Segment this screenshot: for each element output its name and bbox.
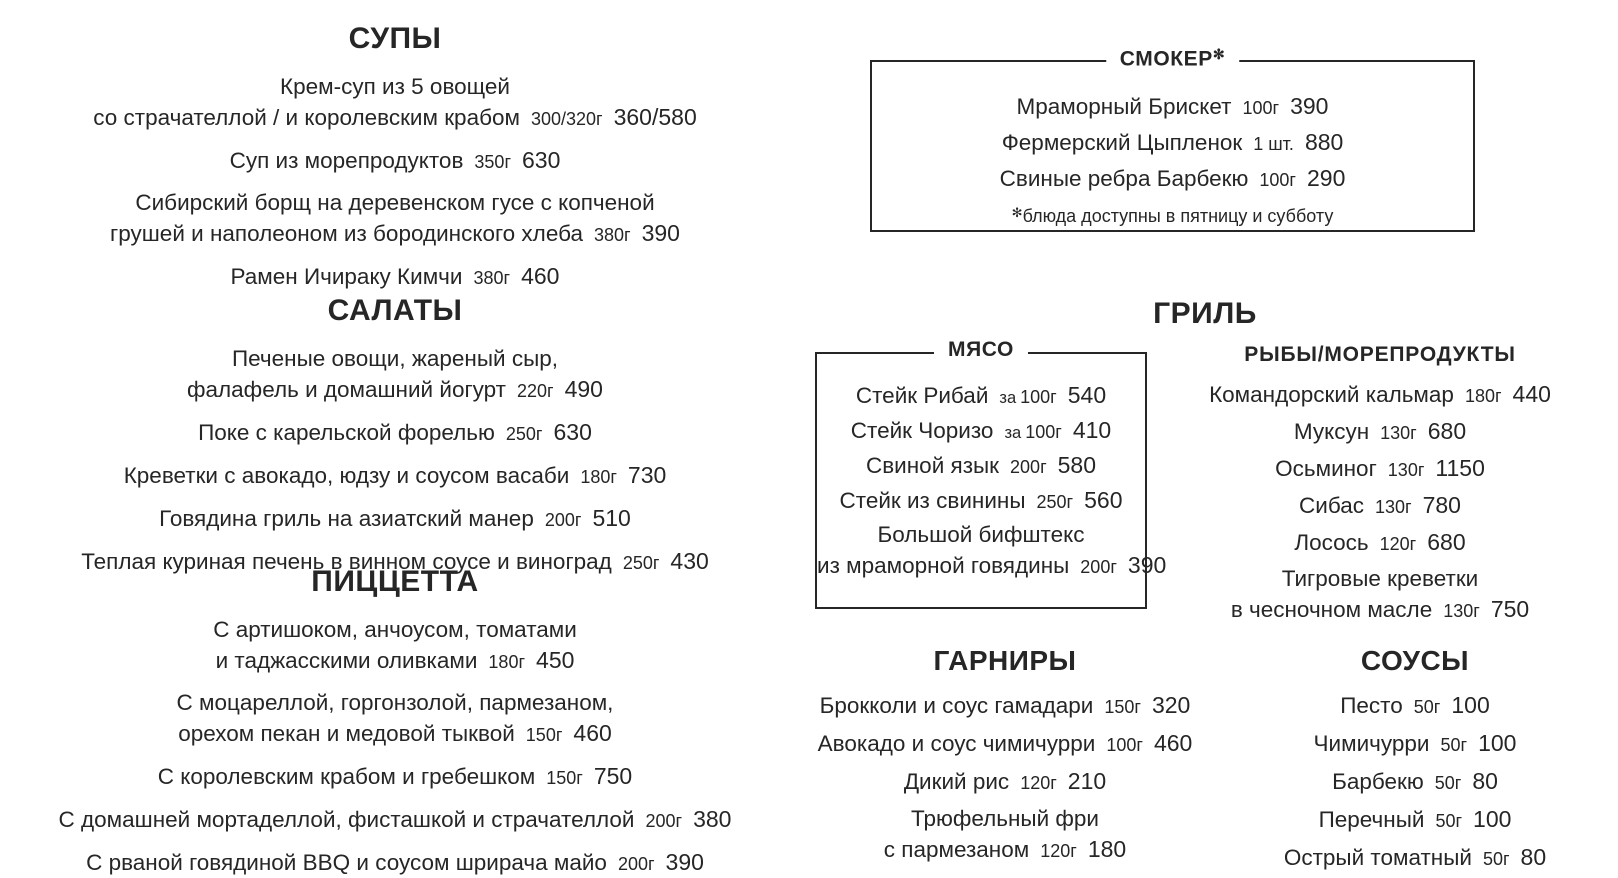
menu-item-price: 580 xyxy=(1057,451,1097,478)
menu-item-price: 730 xyxy=(627,461,667,488)
menu-item-name: С рваной говядиной BBQ и соусом шрирача майо xyxy=(86,849,607,875)
menu-item xyxy=(1215,766,1615,797)
menu-item xyxy=(1155,564,1605,625)
smoker-item-list xyxy=(872,91,1473,194)
menu-item-price-group xyxy=(583,221,680,246)
menu-item-per-label: за xyxy=(1004,423,1022,442)
menu-item xyxy=(0,72,790,133)
menu-item xyxy=(1215,842,1615,873)
menu-item xyxy=(795,728,1215,759)
menu-item-weight: 200г xyxy=(617,853,655,874)
menu-item-price: 180 xyxy=(1087,835,1127,862)
menu-item xyxy=(1155,453,1605,484)
menu-item xyxy=(817,380,1145,411)
menu-item-price: 390 xyxy=(1127,551,1167,578)
sauces-item-list xyxy=(1215,690,1615,873)
menu-item-price: 290 xyxy=(1306,164,1346,191)
menu-item-weight: 1 шт. xyxy=(1253,133,1294,154)
menu-item-price: 100 xyxy=(1478,729,1517,756)
menu-item-weight: 250г xyxy=(622,552,660,573)
menu-item xyxy=(0,145,790,176)
menu-item-name-line2: с пармезаном 120г 180 xyxy=(883,835,1127,862)
menu-item-weight: 50г xyxy=(1413,697,1441,717)
menu-item-name-line2: и таджасскими оливками 180г 450 xyxy=(215,646,575,673)
menu-item-weight: 130г xyxy=(1443,600,1480,621)
menu-item-price: 460 xyxy=(1153,729,1193,756)
menu-item-price: 680 xyxy=(1427,417,1467,444)
menu-item-weight: 200г xyxy=(544,509,582,530)
section-title-soups: СУПЫ xyxy=(348,22,442,55)
menu-item-weight: 120г xyxy=(1040,840,1077,861)
fish-item-list xyxy=(1155,379,1605,624)
menu-item-name-line1: С артишоком, анчоусом, томатами xyxy=(213,617,577,642)
menu-item-name-line2: фалафель и домашний йогурт 220г 490 xyxy=(187,375,603,402)
menu-item-weight: 250г xyxy=(505,423,543,444)
smoker-title-text: СМОКЕР xyxy=(1119,47,1213,71)
menu-item-name-line2: в чесночном масле 130г 750 xyxy=(1230,595,1530,622)
subsection-title-fish: РЫБЫ/МОРЕПРОДУКТЫ xyxy=(1244,343,1516,366)
menu-item-name-line2: грушей и наполеоном из бородинского хлеба 380г 390 xyxy=(110,219,680,246)
menu-item-weight: 180г xyxy=(1464,386,1502,406)
section-title-grill: ГРИЛЬ xyxy=(1153,297,1257,330)
menu-item-name: Чимичурри xyxy=(1313,730,1430,756)
menu-item-price: 80 xyxy=(1520,843,1547,870)
menu-item-price: 630 xyxy=(553,418,592,445)
menu-item-name: Мраморный Брискет xyxy=(1016,94,1232,119)
menu-item-price: 100 xyxy=(1473,805,1512,832)
menu-item-weight: 180г xyxy=(580,466,617,487)
smoker-note-text: блюда доступны в пятницу и субботу xyxy=(1022,205,1334,226)
menu-item-weight: 100г xyxy=(1020,387,1057,407)
menu-item xyxy=(872,127,1473,158)
menu-item-name-line2: со страчателлой / и королевским крабом 300/320г 360/580 xyxy=(93,103,697,130)
sides-item-list xyxy=(795,690,1215,865)
menu-item xyxy=(0,804,790,835)
menu-item-name: Барбекю xyxy=(1332,768,1424,794)
menu-item xyxy=(0,688,790,749)
menu-item-price: 630 xyxy=(522,146,561,173)
meat-item-list xyxy=(817,380,1167,581)
salads-item-list xyxy=(0,344,790,577)
menu-item-price: 100 xyxy=(1451,692,1490,718)
menu-item xyxy=(1215,690,1615,721)
menu-item-name: Муксун xyxy=(1293,418,1370,444)
menu-item-name: Свиные ребра Барбекю xyxy=(999,165,1249,191)
menu-item-weight: 100г xyxy=(1025,421,1062,442)
menu-item-price-group xyxy=(1432,597,1529,622)
menu-item xyxy=(817,485,1145,516)
menu-item-price: 560 xyxy=(1084,486,1123,513)
menu-item xyxy=(1155,490,1605,521)
menu-item xyxy=(795,766,1215,797)
menu-item-name: Говядина гриль на азиатский манер xyxy=(159,505,534,531)
menu-item xyxy=(0,460,790,491)
menu-item-name: Стейк Рибай xyxy=(855,383,989,408)
menu-item-weight: 150г xyxy=(525,724,563,745)
menu-item-name-line2: орехом пекан и медовой тыквой 150г 460 xyxy=(178,719,612,746)
menu-item-name: Рамен Ичираку Кимчи xyxy=(230,263,463,289)
menu-item-name: Командорский кальмар xyxy=(1209,382,1454,407)
menu-item-weight: 50г xyxy=(1435,810,1463,831)
menu-item-name: С королевским крабом и гребешком xyxy=(157,763,536,789)
menu-item-name: Сибас xyxy=(1299,492,1364,518)
section-title-pizzetta: ПИЦЦЕТТА xyxy=(311,565,479,598)
menu-item-weight: 130г xyxy=(1374,496,1412,517)
section-title-sauces: СОУСЫ xyxy=(1360,645,1470,676)
menu-item-price-group xyxy=(515,721,612,746)
menu-item xyxy=(0,503,790,534)
menu-item-price: 490 xyxy=(564,375,603,402)
menu-item xyxy=(0,188,790,249)
menu-item-weight: 300/320г xyxy=(530,108,603,129)
menu-item-name-line1: Печеные овощи, жареный сыр, xyxy=(231,346,559,371)
menu-item-per-label: за xyxy=(999,389,1017,407)
subsection-title-meat: МЯСО xyxy=(934,339,1028,360)
menu-item-weight: 200г xyxy=(1080,556,1117,577)
menu-item-price: 80 xyxy=(1472,767,1498,794)
menu-item-name: Лосось xyxy=(1294,529,1369,555)
menu-item-name: Перечный xyxy=(1318,806,1425,832)
menu-item-weight: 100г xyxy=(1242,98,1280,118)
menu-item-price: 460 xyxy=(521,262,560,289)
menu-item-price: 390 xyxy=(641,219,680,246)
menu-item-name: Стейк из свинины xyxy=(839,487,1026,513)
menu-item-price: 410 xyxy=(1072,416,1112,443)
pizzetta-item-list xyxy=(0,615,790,877)
menu-item xyxy=(0,761,790,792)
section-title-sides: ГАРНИРЫ xyxy=(933,645,1077,676)
menu-item-price: 750 xyxy=(593,762,633,789)
menu-item-price: 510 xyxy=(592,504,631,531)
menu-item-weight: 200г xyxy=(645,810,683,831)
snowflake-icon: ✻ xyxy=(1212,46,1226,62)
menu-item-weight: 130г xyxy=(1380,422,1417,443)
menu-item-price: 430 xyxy=(670,547,709,574)
section-pizzetta xyxy=(0,565,790,877)
menu-item-price: 320 xyxy=(1151,692,1191,718)
menu-item-name: Теплая куриная печень в винном соусе и виноград xyxy=(81,548,612,574)
section-title-salads: САЛАТЫ xyxy=(327,294,463,327)
menu-item-price-group xyxy=(1029,837,1126,862)
menu-item-price: 390 xyxy=(1290,93,1329,119)
menu-item-name: Стейк Чоризо xyxy=(850,417,994,443)
menu-item xyxy=(1155,527,1605,558)
section-smoker xyxy=(870,46,1475,232)
right-column xyxy=(790,0,1618,878)
menu-item xyxy=(0,261,790,292)
menu-item-price: 680 xyxy=(1427,528,1466,555)
menu-item xyxy=(1215,804,1615,835)
menu-item-price: 780 xyxy=(1422,491,1461,518)
menu-item-weight: 100г xyxy=(1106,734,1143,755)
section-soups xyxy=(0,22,790,292)
menu-item-price-group xyxy=(520,105,697,130)
menu-item-weight: 220г xyxy=(516,380,554,401)
menu-item-price: 880 xyxy=(1304,128,1344,155)
menu-item xyxy=(1215,728,1615,759)
menu-item-price: 460 xyxy=(573,719,612,746)
menu-item-weight: 250г xyxy=(1036,491,1074,512)
menu-item-name: Поке с карельской форелью xyxy=(198,419,495,445)
menu-item-weight: 50г xyxy=(1482,848,1510,869)
snowflake-icon-note: ✻ xyxy=(1011,204,1023,220)
menu-item-weight: 120г xyxy=(1020,772,1057,793)
menu-item-price-group xyxy=(477,648,574,673)
menu-item-price: 440 xyxy=(1512,381,1551,407)
menu-item-weight: 150г xyxy=(1104,697,1141,717)
menu-item xyxy=(0,417,790,448)
menu-item-name: Фермерский Цыпленок xyxy=(1001,129,1243,155)
menu-item-price: 540 xyxy=(1067,382,1107,408)
section-sauces xyxy=(1215,645,1615,873)
menu-item-price: 450 xyxy=(536,646,575,673)
section-sides xyxy=(795,645,1215,865)
menu-item xyxy=(0,344,790,405)
subsection-meat xyxy=(815,338,1167,609)
menu-item xyxy=(795,804,1215,865)
menu-item-name: Суп из морепродуктов xyxy=(229,147,464,173)
menu-item-weight: 180г xyxy=(488,651,526,672)
smoker-availability-note xyxy=(872,205,1473,227)
menu-item-price: 750 xyxy=(1490,595,1530,622)
menu-item-weight: 380г xyxy=(593,224,631,245)
menu-item-price: 210 xyxy=(1067,767,1107,794)
menu-item-name-line1: Тигровые креветки xyxy=(1281,565,1479,591)
menu-item xyxy=(817,415,1145,446)
section-title-smoker xyxy=(1106,47,1240,69)
menu-item-name: Креветки с авокадо, юдзу и соусом васаби xyxy=(123,462,570,488)
menu-item-price: 1150 xyxy=(1435,454,1485,481)
menu-item-name: Песто xyxy=(1340,693,1403,718)
menu-item-price-group xyxy=(506,377,603,402)
menu-item-weight: 350г xyxy=(474,151,512,172)
menu-item-price: 390 xyxy=(665,848,704,875)
menu-item-name-line1: Большой бифштекс xyxy=(877,521,1085,547)
menu-item-weight: 150г xyxy=(546,767,583,788)
menu-item-name: Острый томатный xyxy=(1283,844,1472,870)
menu-item-name-line2: из мраморной говядины 200г 390 xyxy=(817,551,1167,578)
menu-item-name: Авокадо и соус чимичурри xyxy=(817,730,1096,756)
menu-item-price: 360/580 xyxy=(613,103,697,130)
menu-item-weight: 130г xyxy=(1387,459,1425,480)
menu-item xyxy=(817,450,1145,481)
menu-item xyxy=(872,91,1473,122)
menu-item xyxy=(795,690,1215,721)
menu-item xyxy=(1155,416,1605,447)
section-salads xyxy=(0,294,790,577)
menu-item-name: Осьминог xyxy=(1275,455,1377,481)
menu-item xyxy=(872,163,1473,194)
menu-item-name: Свиной язык xyxy=(865,452,1000,478)
menu-item xyxy=(0,615,790,676)
menu-item-weight: 100г xyxy=(1259,169,1296,190)
menu-item-weight: 200г xyxy=(1010,456,1047,477)
menu-item-weight: 380г xyxy=(473,267,511,288)
menu-item xyxy=(0,847,790,878)
menu-item-name-line1: Трюфельный фри xyxy=(910,805,1099,831)
menu-item-weight: 50г xyxy=(1440,734,1468,755)
menu-item-name-line1: С моцареллой, горгонзолой, пармезаном, xyxy=(176,689,614,715)
menu-item-name: Дикий рис xyxy=(903,768,1010,794)
subsection-fish xyxy=(1155,343,1605,624)
menu-item-weight: 120г xyxy=(1379,533,1417,554)
soups-item-list xyxy=(0,72,790,292)
menu-item xyxy=(1155,379,1605,410)
menu-item xyxy=(817,520,1167,581)
menu-item-name: С домашней мортаделлой, фисташкой и страчателлой xyxy=(58,806,635,832)
menu-item-price-group xyxy=(1069,553,1166,578)
menu-item-name-line1: Сибирский борщ на деревенском гусе с копченой xyxy=(135,189,655,215)
menu-item-name-line1: Крем-суп из 5 овощей xyxy=(280,74,510,99)
menu-item-price: 380 xyxy=(693,805,732,832)
menu-item-weight: 50г xyxy=(1434,772,1462,793)
menu-item-name: Брокколи и соус гамадари xyxy=(819,693,1094,718)
